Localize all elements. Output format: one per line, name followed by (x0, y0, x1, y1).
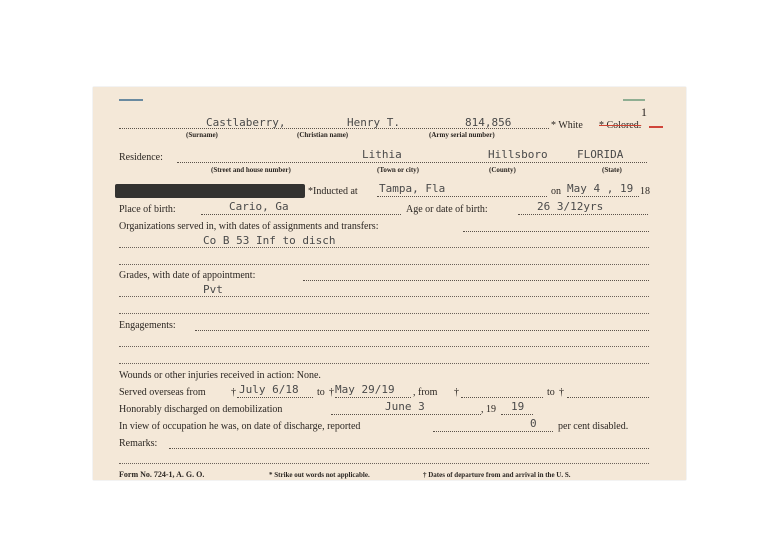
remarks-line (169, 448, 649, 449)
christian-name-caption: (Christian name) (297, 131, 349, 139)
age-label: Age or date of birth: (406, 204, 488, 215)
redacted-block (115, 184, 305, 198)
service-record-card (93, 87, 686, 480)
remarks-label: Remarks: (119, 438, 158, 449)
residence-county: Hillsboro (488, 148, 548, 161)
remarks-rule-1 (119, 463, 649, 464)
inducted-date-line (567, 196, 639, 197)
dagger-2: † (329, 387, 334, 398)
disability-line (433, 431, 553, 432)
inducted-place: Tampa, Fla (379, 182, 446, 195)
red-strike-mark (649, 126, 663, 128)
disability-label: In view of occupation he was, on date of discharge, reported (119, 421, 361, 432)
organizations-value: Co B 53 Inf to disch (203, 234, 336, 247)
engagements-rule-1 (119, 346, 649, 347)
birthplace-line (201, 214, 401, 215)
grades-rule-1 (119, 296, 649, 297)
footer-note-dates: † Dates of departure from and arrival in the U. S. (423, 471, 571, 479)
residence-state: FLORIDA (577, 148, 624, 161)
overseas-from-line (237, 397, 313, 398)
discharge-label: Honorably discharged on demobilization (119, 404, 283, 415)
organizations-rule-1 (119, 247, 649, 248)
residence-town: Lithia (362, 148, 402, 161)
white-option: * White (551, 120, 583, 131)
overseas-from-date: July 6/18 (239, 383, 299, 396)
footer-note-strike: * Strike out words not applicable. (269, 471, 370, 479)
birthplace-value: Cario, Ga (229, 200, 289, 213)
discharge-year-prefix: , 19 (481, 404, 496, 415)
discharge-date-line (331, 414, 481, 415)
discharge-year: 19 (511, 400, 525, 413)
overseas-to-line (335, 397, 411, 398)
grades-label: Grades, with date of appointment: (119, 270, 256, 281)
town-caption: (Town or city) (377, 166, 419, 174)
birthplace-label: Place of birth: (119, 204, 176, 215)
inducted-on-label: on (551, 186, 561, 197)
form-number: Form No. 724-1, A. G. O. (119, 470, 205, 479)
engagements-label: Engagements: (119, 320, 176, 331)
card-number: 1 (641, 105, 647, 119)
corner-tick-right (623, 99, 645, 101)
overseas-to-label: to (317, 387, 325, 398)
engagements-rule-2 (119, 363, 649, 364)
overseas-from2-label: , from (413, 387, 438, 398)
dagger-4: † (559, 387, 564, 398)
overseas-to-date: May 29/19 (335, 383, 395, 396)
overseas-label: Served overseas from (119, 387, 206, 398)
wounds-label: Wounds or other injuries received in action: None. (119, 370, 321, 381)
county-caption: (County) (489, 166, 516, 174)
age-line (518, 214, 648, 215)
colored-option: * Colored. (599, 120, 642, 131)
dagger-1: † (231, 387, 236, 398)
street-caption: (Street and house number) (211, 166, 291, 174)
discharge-date: June 3 (385, 400, 425, 413)
surname-value: Castlaberry, (206, 116, 286, 129)
surname-caption: (Surname) (186, 131, 218, 139)
organizations-line (463, 231, 649, 232)
organizations-label: Organizations served in, with dates of assignments and transfers: (119, 221, 379, 232)
overseas-to2-label: to (547, 387, 555, 398)
overseas-to2-line (567, 397, 649, 398)
dagger-3: † (454, 387, 459, 398)
discharge-year-line (501, 414, 533, 415)
inducted-year: 18 (640, 186, 650, 197)
christian-name-value: Henry T. (347, 116, 400, 129)
serial-number-value: 814,856 (465, 116, 512, 129)
disability-value: 0 (530, 417, 537, 430)
inducted-label: *Inducted at (308, 186, 358, 197)
state-caption: (State) (602, 166, 622, 174)
inducted-line (377, 196, 547, 197)
inducted-date: May 4 , 19 (567, 182, 634, 195)
organizations-rule-2 (119, 264, 649, 265)
serial-caption: (Army serial number) (429, 131, 495, 139)
overseas-from2-line (461, 397, 543, 398)
residence-line (177, 162, 647, 163)
engagements-line (195, 330, 649, 331)
grades-line (303, 280, 649, 281)
corner-tick-left (119, 99, 143, 101)
grades-value: Pvt (203, 283, 223, 296)
grades-rule-2 (119, 313, 649, 314)
age-value: 26 3/12yrs (537, 200, 604, 213)
residence-label: Residence: (119, 152, 163, 163)
disability-suffix: per cent disabled. (558, 421, 629, 432)
